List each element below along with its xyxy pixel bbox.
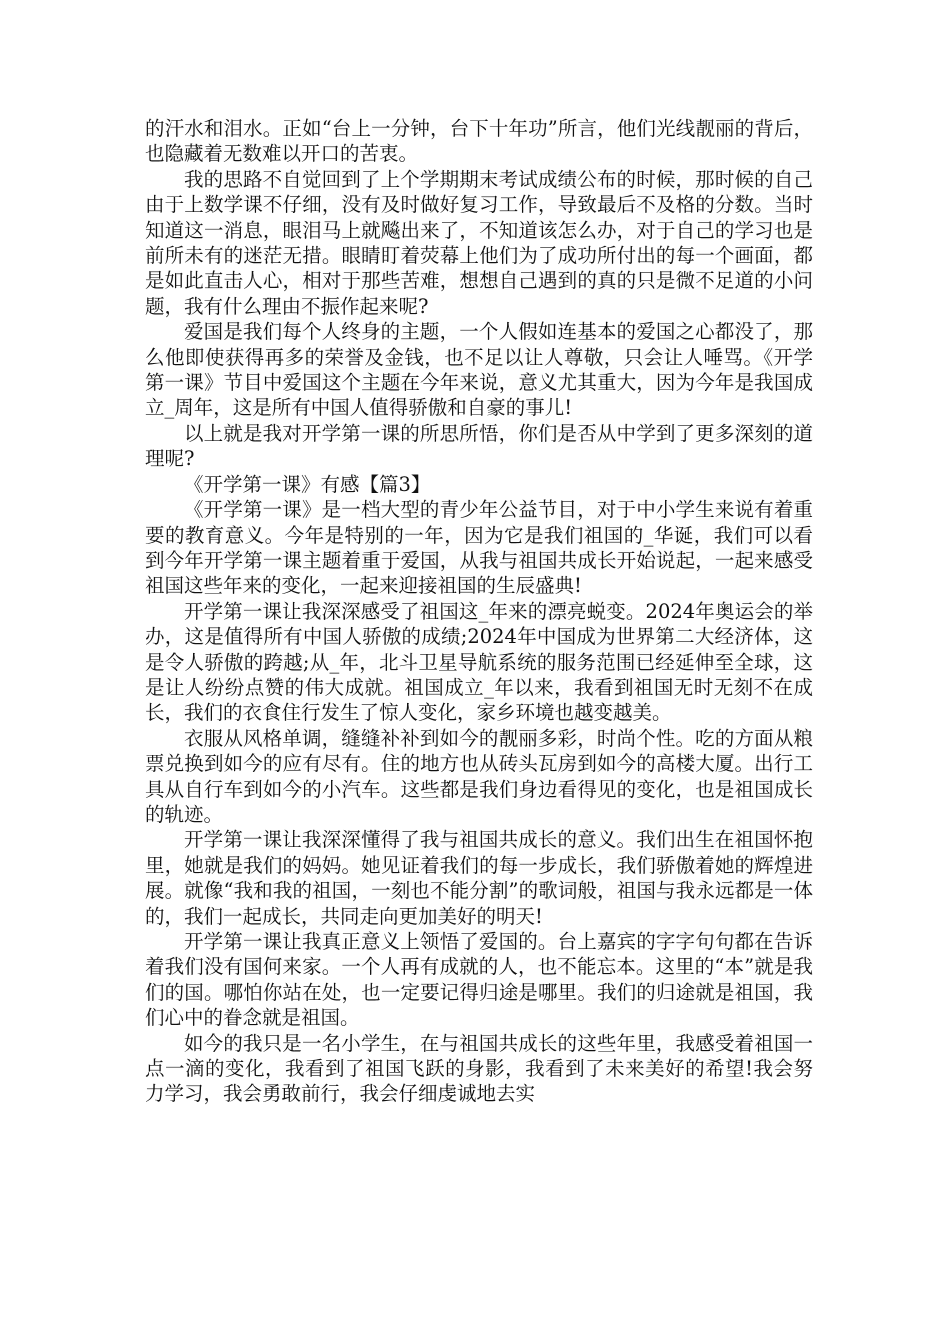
paragraph: 开学第一课让我深深感受了祖国这_年来的漂亮蜕变。2024年奥运会的举办，这是值得所有中国人骄傲的成绩;2024年中国成为世界第二大经济体，这是令人骄傲的跨越;从_年，北斗卫星导航系统的服务范围已经延伸至全球，这是让人纷纷点赞的伟大成就。祖国成立_年以来，我看到祖国无时无刻不在成长，我们的衣食住行发生了惊人变化，家乡环境也越变越美。 (145, 599, 813, 725)
paragraph: 《开学第一课》是一档大型的青少年公益节目，对于中小学生来说有着重要的教育意义。今年是特别的一年，因为它是我们祖国的_华诞，我们可以看到今年开学第一课主题着重于爱国，从我与祖国共成长开始说起，一起来感受祖国这些年来的变化，一起来迎接祖国的生辰盛典! (145, 498, 813, 598)
paragraph: 爱国是我们每个人终身的主题，一个人假如连基本的爱国之心都没了，那么他即使获得再多的荣誉及金钱，也不足以让人尊敬，只会让人唾骂。《开学第一课》节目中爱国这个主题在今年来说，意义尤其重大，因为今年是我国成立_周年，这是所有中国人值得骄傲和自豪的事儿! (145, 320, 813, 420)
paragraph: 开学第一课让我真正意义上领悟了爱国的。台上嘉宾的字字句句都在告诉着我们没有国何来家。一个人再有成就的人，也不能忘本。这里的“本”就是我们的国。哪怕你站在处，也一定要记得归途是哪里。我们的归途就是祖国，我们心中的眷念就是祖国。 (145, 930, 813, 1030)
paragraph: 以上就是我对开学第一课的所思所悟，你们是否从中学到了更多深刻的道理呢? (145, 421, 813, 471)
paragraph: 的汗水和泪水。正如“台上一分钟，台下十年功”所言，他们光线靓丽的背后，也隐藏着无数难以开口的苦衷。 (145, 117, 813, 166)
paragraph: 衣服从风格单调，缝缝补补到如今的靓丽多彩，时尚个性。吃的方面从粮票兑换到如今的应有尽有。住的地方也从砖头瓦房到如今的高楼大厦。出行工具从自行车到如今的小汽车。这些都是我们身边看得见的变化，也是祖国成长的轨迹。 (145, 726, 813, 826)
paragraph: 如今的我只是一名小学生，在与祖国共成长的这些年里，我感受着祖国一点一滴的变化，我看到了祖国飞跃的身影，我看到了未来美好的希望!我会努力学习，我会勇敢前行，我会仔细虔诚地去实 (145, 1031, 813, 1106)
document-page (145, 116, 813, 1107)
paragraph: 我的思路不自觉回到了上个学期期末考试成绩公布的时候，那时候的自己由于上数学课不仔细，没有及时做好复习工作，导致最后不及格的分数。当时知道这一消息，眼泪马上就飚出来了，不知道该怎么办，对于自己的学习也是前所未有的迷茫无措。眼睛盯着荧幕上他们为了成功所付出的每一个画面，都是如此直击人心，相对于那些苦难，想想自己遇到的真的只是微不足道的小问题，我有什么理由不振作起来呢? (145, 167, 813, 318)
paragraph: 开学第一课让我深深懂得了我与祖国共成长的意义。我们出生在祖国怀抱里，她就是我们的妈妈。她见证着我们的每一步成长，我们骄傲着她的辉煌进展。就像“我和我的祖国，一刻也不能分割”的歌词般，祖国与我永远都是一体的，我们一起成长，共同走向更加美好的明天! (145, 828, 813, 928)
section-heading: 《开学第一课》有感【篇3】 (184, 472, 431, 496)
